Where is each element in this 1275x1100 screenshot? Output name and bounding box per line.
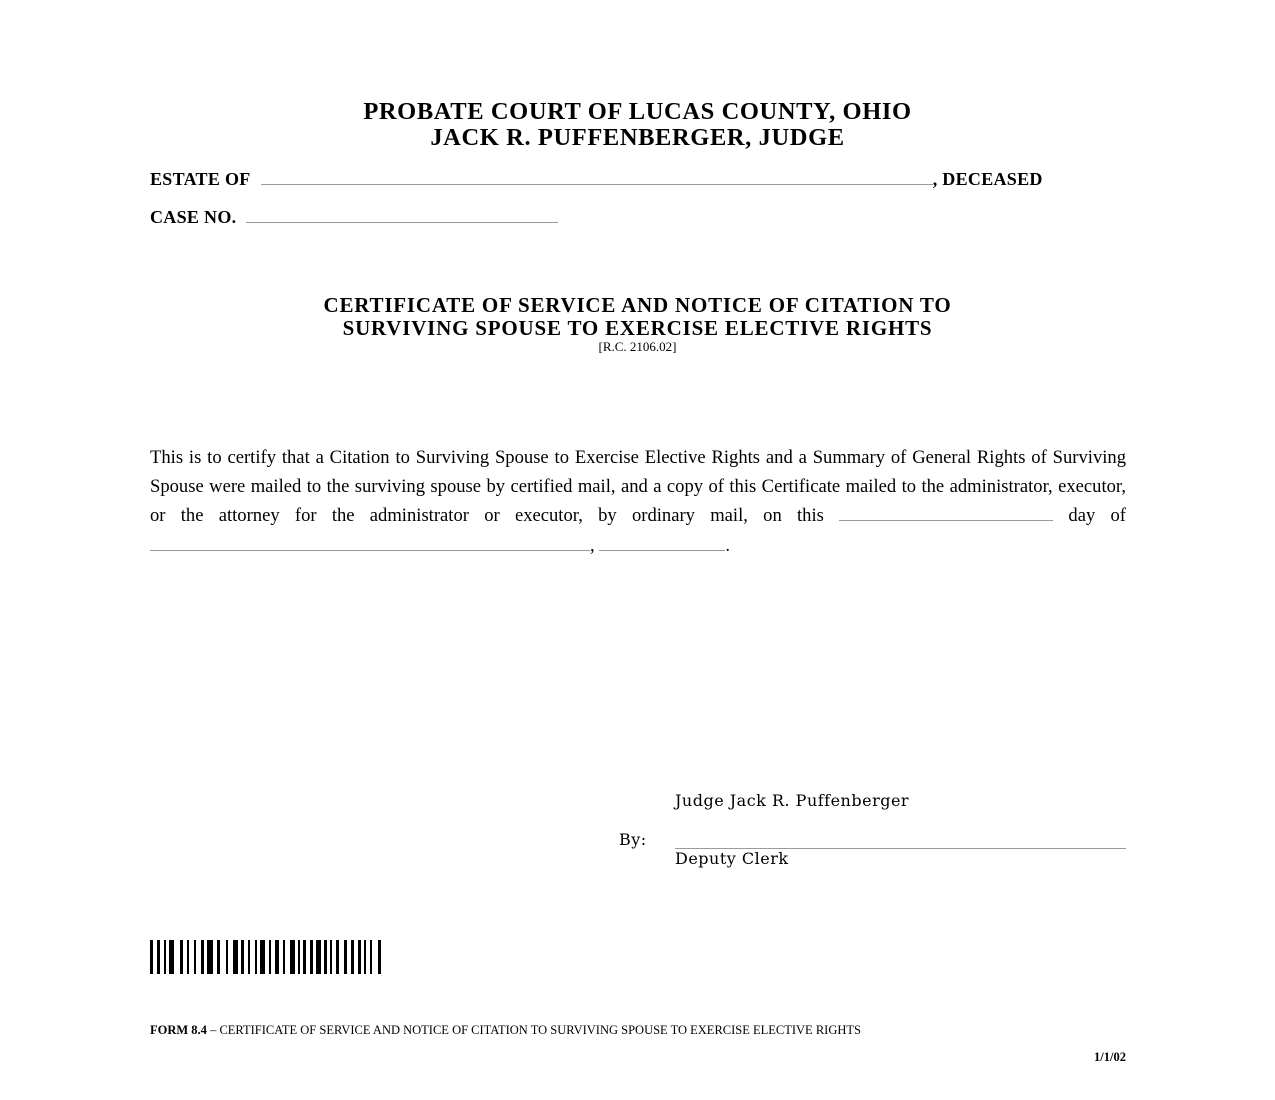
clerk-signature-field[interactable] bbox=[675, 834, 1126, 849]
certification-text: This is to certify that a Citation to Surviving Spouse to Exercise Elective Rights and a Summary of General Rights of Surviving Spouse were mailed to the surviving spouse by certified mail, and a copy of this Certificate mailed to the administrator, executor, or the attorney for the administrator or executor, by ordinary mail, on this bbox=[150, 447, 1126, 526]
barcode-bar bbox=[157, 940, 160, 974]
barcode-bar bbox=[241, 940, 244, 974]
barcode-bar bbox=[194, 940, 196, 974]
barcode-bar bbox=[248, 940, 250, 974]
barcode-bar bbox=[260, 940, 265, 974]
revision-date: 1/1/02 bbox=[1094, 1050, 1126, 1064]
barcode-bar bbox=[303, 940, 306, 974]
case-no-label: CASE NO. bbox=[150, 207, 237, 227]
form-title-line2: SURVIVING SPOUSE TO EXERCISE ELECTIVE RIGHTS bbox=[342, 316, 933, 340]
form-number: FORM 8.4 bbox=[150, 1023, 207, 1037]
case-no-row bbox=[150, 207, 558, 228]
barcode-bar bbox=[298, 940, 300, 974]
deputy-clerk-label: Deputy Clerk bbox=[675, 849, 789, 868]
barcode-bar bbox=[207, 940, 213, 974]
form-title bbox=[0, 294, 1275, 340]
barcode-bar bbox=[290, 940, 295, 974]
barcode-bar bbox=[336, 940, 339, 974]
barcode-bar bbox=[283, 940, 285, 974]
barcode-bar bbox=[275, 940, 279, 974]
barcode-bar bbox=[233, 940, 238, 974]
by-label: By: bbox=[619, 830, 647, 849]
barcode-bar bbox=[201, 940, 204, 974]
form-footer bbox=[150, 1023, 861, 1038]
form-title-line1: CERTIFICATE OF SERVICE AND NOTICE OF CITATION TO bbox=[323, 293, 952, 317]
estate-name-field[interactable] bbox=[261, 170, 933, 185]
barcode-bar bbox=[217, 940, 220, 974]
barcode-bar bbox=[164, 940, 166, 974]
barcode-bar bbox=[324, 940, 327, 974]
barcode-bar bbox=[180, 940, 183, 974]
period-mark: . bbox=[725, 535, 730, 557]
barcode-bar bbox=[330, 940, 332, 974]
statute-citation: [R.C. 2106.02] bbox=[598, 339, 677, 354]
year-field[interactable] bbox=[599, 536, 725, 551]
judge-signature-name: Judge Jack R. Puffenberger bbox=[675, 791, 910, 810]
estate-of-label: ESTATE OF bbox=[150, 169, 250, 189]
barcode-bar bbox=[344, 940, 347, 974]
barcode-bar bbox=[316, 940, 321, 974]
day-field[interactable] bbox=[839, 506, 1053, 521]
month-field[interactable] bbox=[150, 536, 590, 551]
barcode-bar bbox=[378, 940, 381, 974]
estate-of-row bbox=[150, 169, 1043, 190]
case-number-field[interactable] bbox=[246, 208, 558, 223]
barcode-bar bbox=[269, 940, 271, 974]
barcode-bar bbox=[169, 940, 174, 974]
barcode-bar bbox=[226, 940, 228, 974]
barcode-bar bbox=[370, 940, 372, 974]
certification-paragraph bbox=[150, 444, 1126, 561]
barcode-bar bbox=[351, 940, 354, 974]
barcode-bar bbox=[150, 940, 153, 974]
barcode-bar bbox=[187, 940, 189, 974]
day-of-label: day of bbox=[1068, 504, 1126, 526]
deceased-label: , DECEASED bbox=[932, 169, 1043, 189]
judge-name-header: JACK R. PUFFENBERGER, JUDGE bbox=[430, 124, 845, 151]
barcode-bar bbox=[364, 940, 366, 974]
court-name: PROBATE COURT OF LUCAS COUNTY, OHIO bbox=[363, 98, 912, 125]
court-header bbox=[0, 99, 1275, 151]
comma-separator: , bbox=[590, 535, 595, 557]
barcode-bar bbox=[358, 940, 361, 974]
barcode bbox=[150, 940, 381, 974]
barcode-bar bbox=[255, 940, 257, 974]
form-description: – CERTIFICATE OF SERVICE AND NOTICE OF CITATION TO SURVIVING SPOUSE TO EXERCISE ELECTIVE RIGHTS bbox=[206, 1023, 861, 1037]
barcode-bar bbox=[310, 940, 313, 974]
